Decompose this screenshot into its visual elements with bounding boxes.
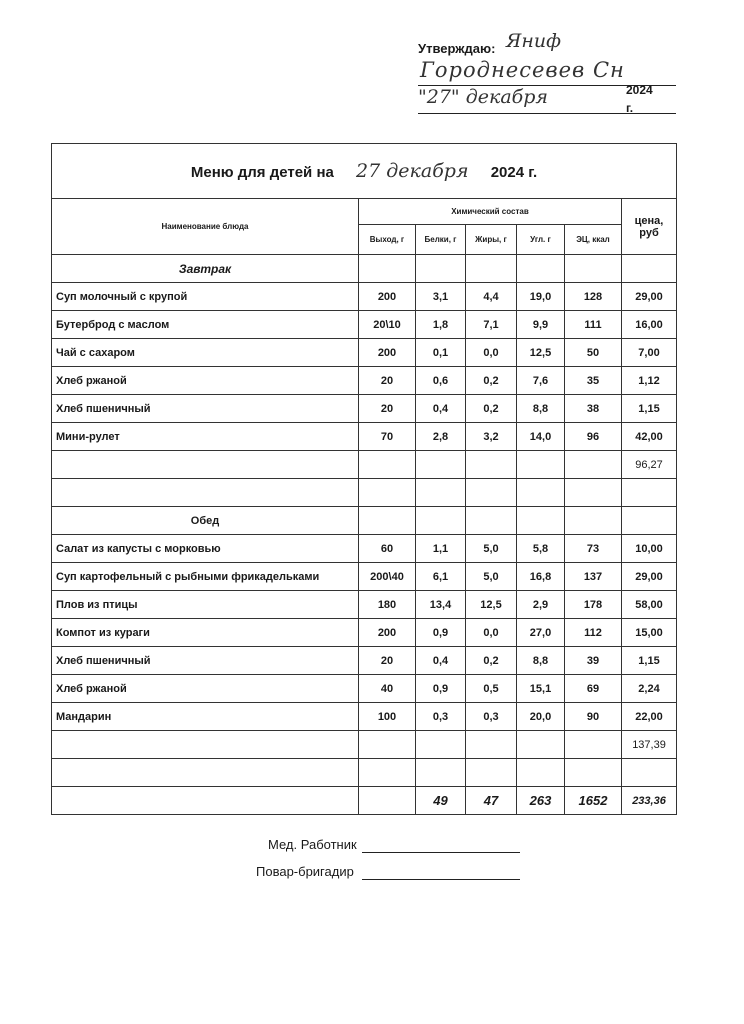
dish-name: Чай с сахаром bbox=[52, 339, 359, 367]
empty-cell bbox=[359, 507, 416, 535]
dish-name: Плов из птицы bbox=[52, 591, 359, 619]
section-row bbox=[52, 255, 677, 283]
table-row bbox=[52, 283, 677, 311]
fat-value: 3,2 bbox=[466, 423, 517, 451]
kcal-value: 112 bbox=[565, 619, 622, 647]
title-row bbox=[52, 144, 677, 199]
fat-value: 7,1 bbox=[466, 311, 517, 339]
dish-name: Суп молочный с крупой bbox=[52, 283, 359, 311]
dish-name: Салат из капусты с морковью bbox=[52, 535, 359, 563]
carbs-value: 19,0 bbox=[517, 283, 565, 311]
empty-cell bbox=[52, 759, 359, 787]
empty-cell bbox=[517, 507, 565, 535]
table-row bbox=[52, 339, 677, 367]
fat-value: 0,3 bbox=[466, 703, 517, 731]
empty-cell bbox=[359, 759, 416, 787]
approval-date-line bbox=[418, 113, 676, 114]
empty-cell bbox=[416, 479, 466, 507]
dish-name: Компот из кураги bbox=[52, 619, 359, 647]
fat-value: 0,2 bbox=[466, 647, 517, 675]
empty-cell bbox=[416, 759, 466, 787]
chef-label: Повар-бригадир bbox=[256, 864, 354, 879]
section-row bbox=[52, 507, 677, 535]
empty-cell bbox=[565, 731, 622, 759]
empty-cell bbox=[517, 255, 565, 283]
carbs-value: 5,8 bbox=[517, 535, 565, 563]
carbs-value: 14,0 bbox=[517, 423, 565, 451]
section-label: Обед bbox=[52, 507, 359, 535]
protein-value: 0,3 bbox=[416, 703, 466, 731]
carbs-value: 7,6 bbox=[517, 367, 565, 395]
empty-cell bbox=[517, 451, 565, 479]
table-row bbox=[52, 423, 677, 451]
header-energy: ЭЦ, ккал bbox=[565, 225, 622, 255]
dish-name: Хлеб ржаной bbox=[52, 367, 359, 395]
empty-cell bbox=[52, 451, 359, 479]
yield-value: 200 bbox=[359, 283, 416, 311]
empty-cell bbox=[52, 731, 359, 759]
table-row bbox=[52, 535, 677, 563]
empty-cell bbox=[565, 451, 622, 479]
yield-value: 180 bbox=[359, 591, 416, 619]
table-row bbox=[52, 675, 677, 703]
subtotal-row bbox=[52, 451, 677, 479]
protein-value: 0,4 bbox=[416, 647, 466, 675]
approval-label: Утверждаю: bbox=[418, 41, 496, 56]
empty-cell bbox=[466, 507, 517, 535]
menu-title-year: 2024 г. bbox=[490, 164, 538, 181]
empty-cell bbox=[466, 731, 517, 759]
menu-title bbox=[52, 144, 677, 199]
yield-value: 100 bbox=[359, 703, 416, 731]
protein-value: 0,1 bbox=[416, 339, 466, 367]
table-row bbox=[52, 395, 677, 423]
empty-cell bbox=[466, 451, 517, 479]
empty-cell bbox=[359, 479, 416, 507]
kcal-value: 90 bbox=[565, 703, 622, 731]
protein-value: 1,8 bbox=[416, 311, 466, 339]
dish-name: Бутерброд с маслом bbox=[52, 311, 359, 339]
empty-cell bbox=[565, 479, 622, 507]
dish-name: Суп картофельный с рыбными фрикадельками bbox=[52, 563, 359, 591]
yield-value: 40 bbox=[359, 675, 416, 703]
kcal-value: 50 bbox=[565, 339, 622, 367]
total-protein: 49 bbox=[416, 787, 466, 815]
dish-name: Хлеб пшеничный bbox=[52, 647, 359, 675]
carbs-value: 20,0 bbox=[517, 703, 565, 731]
yield-value: 200 bbox=[359, 619, 416, 647]
carbs-value: 12,5 bbox=[517, 339, 565, 367]
empty-cell bbox=[517, 731, 565, 759]
price-value: 58,00 bbox=[622, 591, 677, 619]
table-row bbox=[52, 311, 677, 339]
carbs-value: 2,9 bbox=[517, 591, 565, 619]
subtotal-price: 96,27 bbox=[622, 451, 677, 479]
price-value: 1,15 bbox=[622, 395, 677, 423]
empty-cell bbox=[565, 255, 622, 283]
header-carbs: Угл. г bbox=[517, 225, 565, 255]
yield-value: 20 bbox=[359, 367, 416, 395]
approval-signature: Яниф bbox=[506, 30, 561, 52]
table-row bbox=[52, 619, 677, 647]
empty-cell bbox=[622, 507, 677, 535]
fat-value: 4,4 bbox=[466, 283, 517, 311]
table-row bbox=[52, 591, 677, 619]
table-row bbox=[52, 563, 677, 591]
protein-value: 0,9 bbox=[416, 619, 466, 647]
fat-value: 5,0 bbox=[466, 535, 517, 563]
protein-value: 2,8 bbox=[416, 423, 466, 451]
header-price: цена, руб bbox=[622, 199, 677, 255]
empty-cell bbox=[622, 759, 677, 787]
table-row bbox=[52, 647, 677, 675]
empty-cell bbox=[565, 759, 622, 787]
subtotal-row bbox=[52, 731, 677, 759]
fat-value: 0,2 bbox=[466, 367, 517, 395]
total-carbs: 263 bbox=[517, 787, 565, 815]
yield-value: 200 bbox=[359, 339, 416, 367]
protein-value: 3,1 bbox=[416, 283, 466, 311]
empty-cell bbox=[517, 759, 565, 787]
yield-value: 20 bbox=[359, 647, 416, 675]
protein-value: 0,4 bbox=[416, 395, 466, 423]
kcal-value: 96 bbox=[565, 423, 622, 451]
carbs-value: 27,0 bbox=[517, 619, 565, 647]
carbs-value: 16,8 bbox=[517, 563, 565, 591]
empty-cell bbox=[416, 507, 466, 535]
total-fat: 47 bbox=[466, 787, 517, 815]
price-value: 1,12 bbox=[622, 367, 677, 395]
yield-value: 60 bbox=[359, 535, 416, 563]
empty-cell bbox=[466, 759, 517, 787]
total-kcal: 1652 bbox=[565, 787, 622, 815]
approval-year: 2024 bbox=[626, 83, 653, 97]
empty-cell bbox=[466, 255, 517, 283]
kcal-value: 69 bbox=[565, 675, 622, 703]
total-price: 233,36 bbox=[622, 787, 677, 815]
subtotal-price: 137,39 bbox=[622, 731, 677, 759]
header-chem-group: Химический состав bbox=[359, 199, 622, 225]
empty-cell bbox=[359, 731, 416, 759]
dish-name: Мандарин bbox=[52, 703, 359, 731]
chef-signature-line bbox=[362, 879, 520, 880]
price-value: 29,00 bbox=[622, 563, 677, 591]
carbs-value: 8,8 bbox=[517, 395, 565, 423]
fat-value: 12,5 bbox=[466, 591, 517, 619]
protein-value: 0,6 bbox=[416, 367, 466, 395]
medic-label: Мед. Работник bbox=[268, 837, 357, 852]
empty-cell bbox=[622, 255, 677, 283]
price-value: 22,00 bbox=[622, 703, 677, 731]
yield-value: 200\40 bbox=[359, 563, 416, 591]
approval-year-suffix: г. bbox=[626, 101, 634, 115]
protein-value: 6,1 bbox=[416, 563, 466, 591]
kcal-value: 38 bbox=[565, 395, 622, 423]
fat-value: 5,0 bbox=[466, 563, 517, 591]
price-value: 1,15 bbox=[622, 647, 677, 675]
total-row bbox=[52, 787, 677, 815]
header-fat: Жиры, г bbox=[466, 225, 517, 255]
header-row-1 bbox=[52, 199, 677, 225]
header-dish-name: Наименование блюда bbox=[52, 199, 359, 255]
approval-date: "27" декабря bbox=[418, 86, 548, 108]
price-value: 10,00 bbox=[622, 535, 677, 563]
empty-cell bbox=[622, 479, 677, 507]
yield-value: 70 bbox=[359, 423, 416, 451]
empty-cell bbox=[416, 255, 466, 283]
empty-cell bbox=[466, 479, 517, 507]
yield-value: 20\10 bbox=[359, 311, 416, 339]
empty-cell bbox=[565, 507, 622, 535]
empty-cell bbox=[52, 787, 359, 815]
price-value: 16,00 bbox=[622, 311, 677, 339]
empty-cell bbox=[416, 731, 466, 759]
fat-value: 0,0 bbox=[466, 619, 517, 647]
dish-name: Мини-рулет bbox=[52, 423, 359, 451]
protein-value: 0,9 bbox=[416, 675, 466, 703]
empty-cell bbox=[359, 787, 416, 815]
table-row bbox=[52, 703, 677, 731]
carbs-value: 15,1 bbox=[517, 675, 565, 703]
approval-name: Городнесевев Сн bbox=[420, 58, 625, 82]
menu-table bbox=[51, 143, 677, 815]
price-value: 7,00 bbox=[622, 339, 677, 367]
kcal-value: 137 bbox=[565, 563, 622, 591]
table-row bbox=[52, 367, 677, 395]
kcal-value: 35 bbox=[565, 367, 622, 395]
kcal-value: 178 bbox=[565, 591, 622, 619]
price-value: 15,00 bbox=[622, 619, 677, 647]
header-yield: Выход, г bbox=[359, 225, 416, 255]
kcal-value: 39 bbox=[565, 647, 622, 675]
empty-cell bbox=[416, 451, 466, 479]
empty-cell bbox=[52, 479, 359, 507]
price-value: 2,24 bbox=[622, 675, 677, 703]
carbs-value: 8,8 bbox=[517, 647, 565, 675]
kcal-value: 128 bbox=[565, 283, 622, 311]
menu-title-date: 27 декабря bbox=[356, 160, 469, 182]
header-protein: Белки, г bbox=[416, 225, 466, 255]
price-value: 29,00 bbox=[622, 283, 677, 311]
protein-value: 1,1 bbox=[416, 535, 466, 563]
empty-cell bbox=[359, 255, 416, 283]
empty-row bbox=[52, 759, 677, 787]
empty-cell bbox=[359, 451, 416, 479]
dish-name: Хлеб ржаной bbox=[52, 675, 359, 703]
fat-value: 0,2 bbox=[466, 395, 517, 423]
carbs-value: 9,9 bbox=[517, 311, 565, 339]
price-value: 42,00 bbox=[622, 423, 677, 451]
yield-value: 20 bbox=[359, 395, 416, 423]
protein-value: 13,4 bbox=[416, 591, 466, 619]
dish-name: Хлеб пшеничный bbox=[52, 395, 359, 423]
empty-cell bbox=[517, 479, 565, 507]
menu-title-prefix: Меню для детей на bbox=[190, 164, 334, 181]
medic-signature-line bbox=[362, 852, 520, 853]
section-label: Завтрак bbox=[52, 255, 359, 283]
fat-value: 0,5 bbox=[466, 675, 517, 703]
kcal-value: 73 bbox=[565, 535, 622, 563]
kcal-value: 111 bbox=[565, 311, 622, 339]
fat-value: 0,0 bbox=[466, 339, 517, 367]
empty-row bbox=[52, 479, 677, 507]
